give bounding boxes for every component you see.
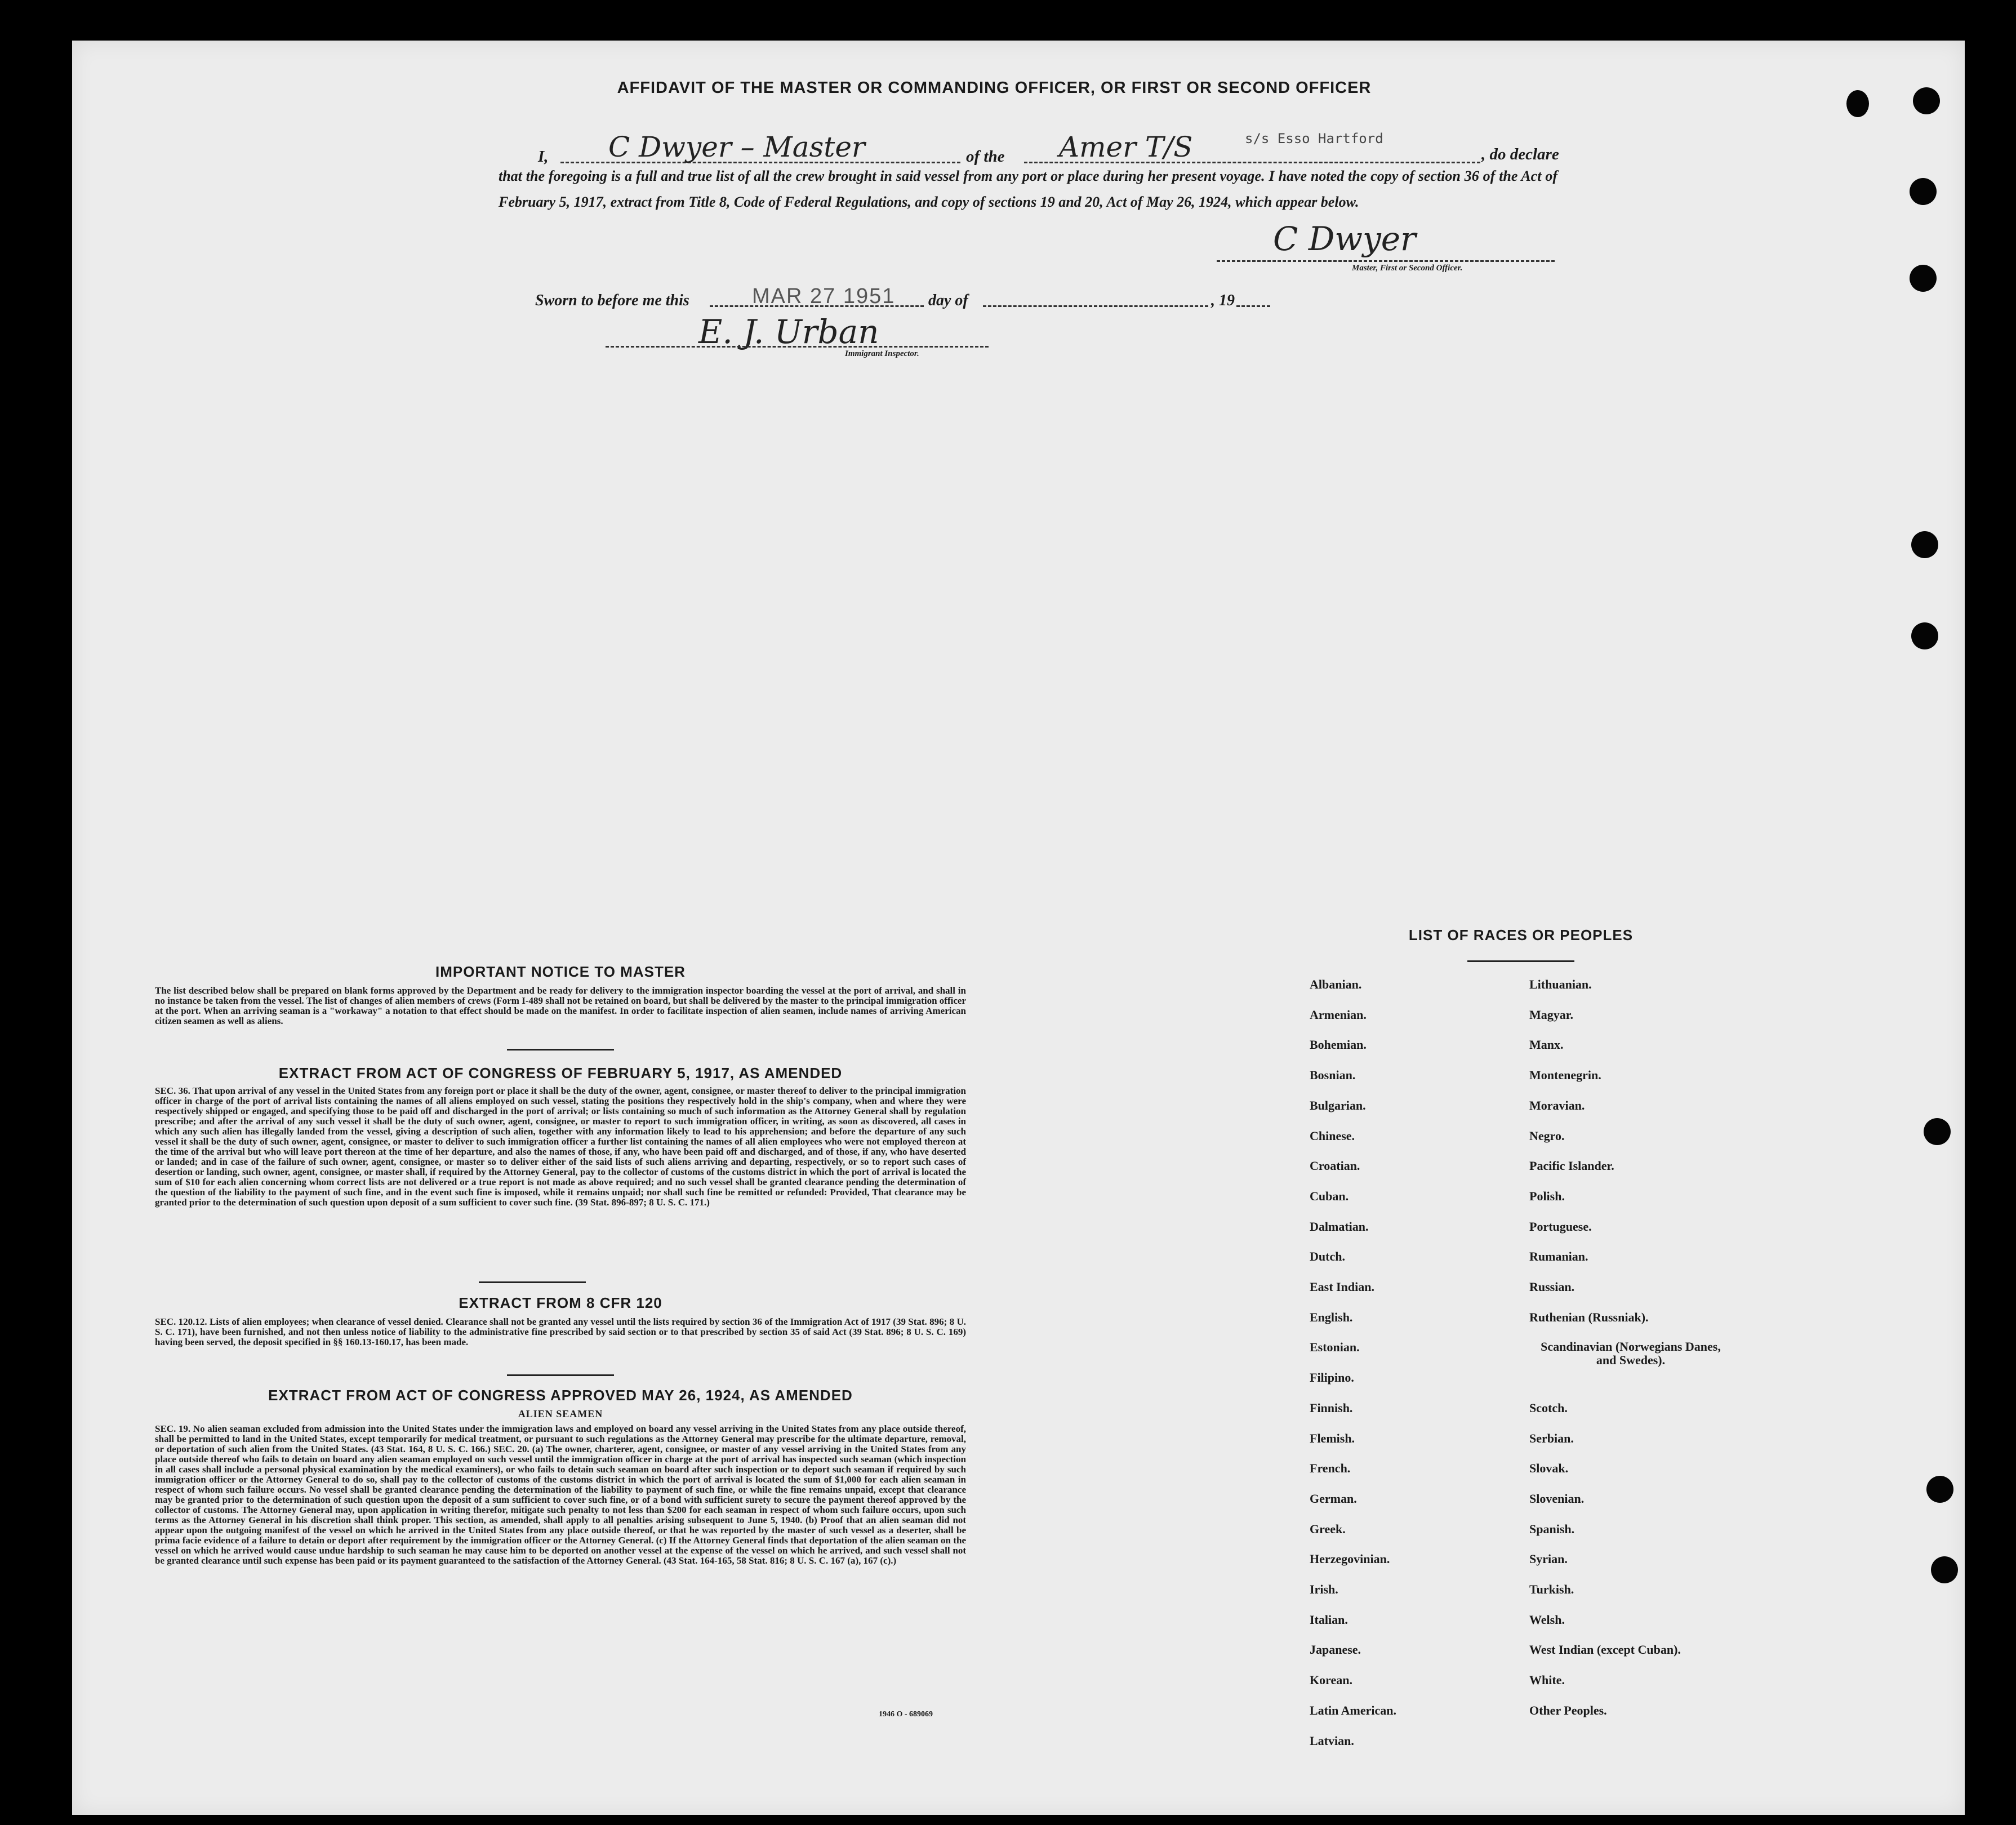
race-item: Magyar.: [1529, 1007, 1574, 1022]
punch-hole: [1913, 87, 1940, 114]
year-label: , 19: [1211, 292, 1235, 309]
race-item: Pacific Islander.: [1529, 1159, 1614, 1173]
signature-caption: Master, First or Second Officer.: [1352, 264, 1463, 273]
race-item: Other Peoples.: [1529, 1703, 1607, 1717]
race-item: Estonian.: [1310, 1340, 1360, 1355]
race-item: Korean.: [1310, 1673, 1352, 1688]
divider: [507, 1049, 614, 1051]
race-item: German.: [1310, 1491, 1357, 1506]
race-item: Herzegovinian.: [1310, 1552, 1390, 1566]
race-item: English.: [1310, 1310, 1353, 1324]
race-item: Scotch.: [1529, 1400, 1568, 1415]
race-item: Scandinavian (Norwegians Danes, and Swedes).: [1541, 1339, 1721, 1368]
race-item: French.: [1310, 1461, 1351, 1476]
races-heading: LIST OF RACES OR PEOPLES: [1408, 927, 1634, 943]
punch-hole: [1910, 178, 1937, 205]
divider: [479, 1281, 586, 1283]
race-item: Flemish.: [1310, 1431, 1355, 1445]
sworn-date-stamp: MAR 27 1951: [752, 284, 896, 308]
race-item: Manx.: [1529, 1038, 1564, 1052]
extract-1917-heading: EXTRACT FROM ACT OF CONGRESS OF FEBRUARY 5, 1917, AS AMENDED: [278, 1065, 843, 1081]
race-item: Filipino.: [1310, 1370, 1354, 1385]
of-the-label: of the: [966, 148, 1005, 166]
race-item: Slovenian.: [1529, 1491, 1585, 1506]
race-item: Montenegrin.: [1529, 1068, 1601, 1083]
race-item: Cuban.: [1310, 1189, 1349, 1203]
punch-hole: [1924, 1118, 1951, 1145]
race-item: Negro.: [1529, 1128, 1565, 1143]
race-item: Latvian.: [1310, 1733, 1354, 1748]
divider: [507, 1374, 614, 1376]
day-of-label: day of: [928, 292, 968, 309]
race-item: Serbian.: [1529, 1431, 1574, 1445]
race-item: Albanian.: [1310, 977, 1362, 991]
race-item: Turkish.: [1529, 1582, 1574, 1596]
notice-body: The list described below shall be prepared on blank forms approved by the Department and be ready for delivery to the immigration inspector boarding the vessel at the port of arrival, and shall in no instance be taken from the vessel. The list of changes of alien members of crews (Form I-489 shall not be retained on board, but shall be delivered by the master to the principal immigration officer at the port. When an arriving seaman is a "workaway" a notation to that effect should be made on the manifest. In order to facilitate inspection of alien seamen, include names of arriving American citizen seamen as well as aliens.: [155, 985, 966, 1026]
race-item: Syrian.: [1529, 1552, 1568, 1566]
race-item: Latin American.: [1310, 1703, 1396, 1717]
race-item: Welsh.: [1529, 1612, 1565, 1627]
race-item: Armenian.: [1310, 1007, 1367, 1022]
race-item: Japanese.: [1310, 1642, 1361, 1657]
master-name-signature: C Dwyer – Master: [608, 131, 865, 163]
race-item: Spanish.: [1529, 1521, 1575, 1536]
extract-1924-body: SEC. 19. No alien seaman excluded from admission into the United States under the immigration laws and employed on board any vessel arriving in the United States from any place outside thereof, shall be permitted to land in the United States, except temporarily for medical treatment, or pursuant to such regulations as the Attorney General may prescribe for the ultimate departure, removal, or deportation of such alien from the United States. (43 Stat. 164, 8 U. S. C. 166.) SEC. 20. (a) The owner, charterer, agent, consignee, or master of any vessel arriving in the United States from any place outside thereof who fails to detain on board any alien seaman employed on such vessel until the immigration officer in charge at the port of arrival has inspected such seaman (which inspection in all cases shall include a personal physical examination by the medical examiners), or who fails to detain such seaman on board after such inspection or to deport such seaman if required by such immigration officer or the Attorney General to do so, shall pay to the collector of customs of the customs district in which the port of arrival is located the sum of $1,000 for each alien seaman in respect of whom such failure occurs. No vessel shall be granted clearance pending the determination of the liability to payment of such fine, or while the fine remains unpaid, except that clearance may be granted prior to the determination of such question upon the deposit of a sum sufficient to cover such fine, or of a bond with sufficient surety to secure the payment thereof approved by the collector of customs. The Attorney General may, upon application in writing therefor, mitigate such penalty to not less than $200 for each seaman in respect of whom such failure occurs, upon such terms as the Attorney General in his discretion shall think proper. This section, as amended, shall apply to all penalties arising subsequent to June 5, 1940. (b) Proof that an alien seaman did not appear upon the outgoing manifest of the vessel on which he arrived in the United States from any place outside thereof, or that he was reported by the master of such vessel as a deserter, shall be prima facie evidence of a failure to detain or deport after requirement by the immigration officer or the Attorney General. (c) If the Attorney General finds that deportation of the alien seaman on the vessel on which he arrived would cause undue hardship to such seaman he may cause him to be deported on another vessel at the expense of the vessel on which he arrived, and such vessel shall not be granted clearance until such expense has been paid or its payment guaranteed to the satisfaction of the Attorney General. (43 Stat. 164-165, 58 Stat. 816; 8 U. S. C. 167 (a), 167 (c).): [155, 1423, 966, 1566]
extract-cfr-body: SEC. 120.12. Lists of alien employees; when clearance of vessel denied. Clearance shall not be granted any vessel until the lists required by section 36 of the Immigration Act of 1917 (39 Stat. 896; 8 U. S. C. 171), have been furnished, and not then unless notice of liability to the administrative fine prescribed by said section or to that prescribed by section 35 of said Act (39 Stat. 896; 8 U. S. C. 169) having been served, the deposit specified in §§ 160.13-160.17, has been made.: [155, 1316, 966, 1347]
divider: [1467, 960, 1574, 962]
master-signature: C Dwyer: [1273, 220, 1416, 258]
punch-hole: [1846, 90, 1869, 117]
punch-hole: [1911, 622, 1938, 649]
punch-hole: [1911, 531, 1938, 558]
print-code: 1946 O - 689069: [879, 1710, 933, 1719]
inspector-caption: Immigrant Inspector.: [845, 349, 919, 358]
race-item: Russian.: [1529, 1280, 1575, 1294]
race-item: Italian.: [1310, 1612, 1348, 1627]
extract-cfr-heading: EXTRACT FROM 8 CFR 120: [459, 1294, 662, 1311]
do-declare-label: , do declare: [1481, 145, 1559, 163]
punch-hole: [1931, 1556, 1958, 1583]
extract-1917-body: SEC. 36. That upon arrival of any vessel in the United States from any foreign port or place it shall be the duty of the owner, agent, consignee, or master thereof to deliver to the principal immigration officer in charge of the port of arrival lists containing the names of all aliens employed on such vessel, stating the positions they respectively hold in the ship's company, when and where they were respectively shipped or engaged, and specifying those to be paid off and discharged in the port of arrival; or lists containing so much of such information as the Attorney General shall by regulation prescribe; and after the arrival of any such vessel it shall be the duty of such owner, agent, consignee, or master to report to such immigration officer, in writing, as soon as discovered, all cases in which any such alien has illegally landed from the vessel, giving a description of such alien, together with any information likely to lead to his apprehension; and before the departure of any such vessel it shall be the duty of such owner, agent, consignee, or master to deliver to such immigration officer a further list containing the names of all alien employees who were not employed thereon at the time of the arrival but who will leave port thereon at the time of her departure, and also the names of those, if any, who have been paid off and discharged, and of those, if any, who have deserted or landed; and in case of the failure of such owner, agent, consignee, or master so to deliver either of the said lists of such aliens arriving and departing, respectively, or so to report such cases of desertion or landing, such owner, agent, consignee, or master shall, if required by the Attorney General, pay to the collector of customs of the customs district in which the port of arrival is located the sum of $10 for each alien concerning whom correct lists are not delivered or a true report is not made as above required; and no such vessel shall be granted clearance pending the determination of the question of the liability to the payment of such fine, and in the event such fine is imposed, while it remains unpaid; nor shall such fine be remitted or refunded: Provided, That clearance may be granted prior to the determination of such question upon deposit of a sum sufficient to cover such fine. (39 Stat. 896-897; 8 U. S. C. 171.): [155, 1085, 966, 1208]
race-item: Chinese.: [1310, 1128, 1355, 1143]
vessel-name-handwritten: Amer T/S: [1059, 131, 1193, 163]
race-item: Croatian.: [1310, 1159, 1360, 1173]
race-item: Lithuanian.: [1529, 977, 1592, 991]
race-item: Bosnian.: [1310, 1068, 1356, 1083]
affidavit-title: AFFIDAVIT OF THE MASTER OR COMMANDING OFFICER, OR FIRST OR SECOND OFFICER: [617, 79, 1372, 97]
inspector-line: [606, 345, 989, 348]
race-item: Ruthenian (Russniak).: [1529, 1310, 1649, 1324]
punch-hole: [1910, 265, 1937, 292]
race-item: Moravian.: [1529, 1098, 1585, 1112]
race-item: Polish.: [1529, 1189, 1565, 1203]
race-item: Irish.: [1310, 1582, 1338, 1596]
declaration-text: that the foregoing is a full and true list of all the crew brought in said vessel from any port or place during her present voyage. I have noted the copy of section 36 of the Act of February 5, 1917, extract from Title 8, Code of Federal Regulations, and copy of sections 19 and 20, Act of May 26, 1924, which appear below.: [499, 168, 1557, 210]
inspector-signature: E. J. Urban: [698, 313, 879, 351]
race-item: Slovak.: [1529, 1461, 1569, 1476]
race-item: Portuguese.: [1529, 1219, 1592, 1234]
race-item: Rumanian.: [1529, 1249, 1588, 1264]
year-field: [1236, 304, 1270, 307]
declare-prefix: I,: [538, 148, 549, 166]
race-item: Dalmatian.: [1310, 1219, 1369, 1234]
race-item: Bohemian.: [1310, 1038, 1367, 1052]
notice-heading: IMPORTANT NOTICE TO MASTER: [435, 963, 686, 980]
sworn-label: Sworn to before me this: [535, 292, 689, 309]
race-item: West Indian (except Cuban).: [1529, 1642, 1681, 1657]
month-field: [983, 304, 1208, 307]
race-item: Finnish.: [1310, 1400, 1353, 1415]
race-item: White.: [1529, 1673, 1565, 1688]
extract-1924-heading: EXTRACT FROM ACT OF CONGRESS APPROVED MAY 26, 1924, AS AMENDED: [268, 1387, 853, 1404]
race-item: Bulgarian.: [1310, 1098, 1366, 1112]
race-item: Greek.: [1310, 1521, 1346, 1536]
race-item: Dutch.: [1310, 1249, 1345, 1264]
signature-line: [1217, 259, 1555, 262]
race-item: East Indian.: [1310, 1280, 1374, 1294]
vessel-name-typed: s/s Esso Hartford: [1245, 131, 1383, 146]
punch-hole: [1926, 1476, 1953, 1503]
extract-1924-subheading: ALIEN SEAMEN: [518, 1408, 603, 1419]
